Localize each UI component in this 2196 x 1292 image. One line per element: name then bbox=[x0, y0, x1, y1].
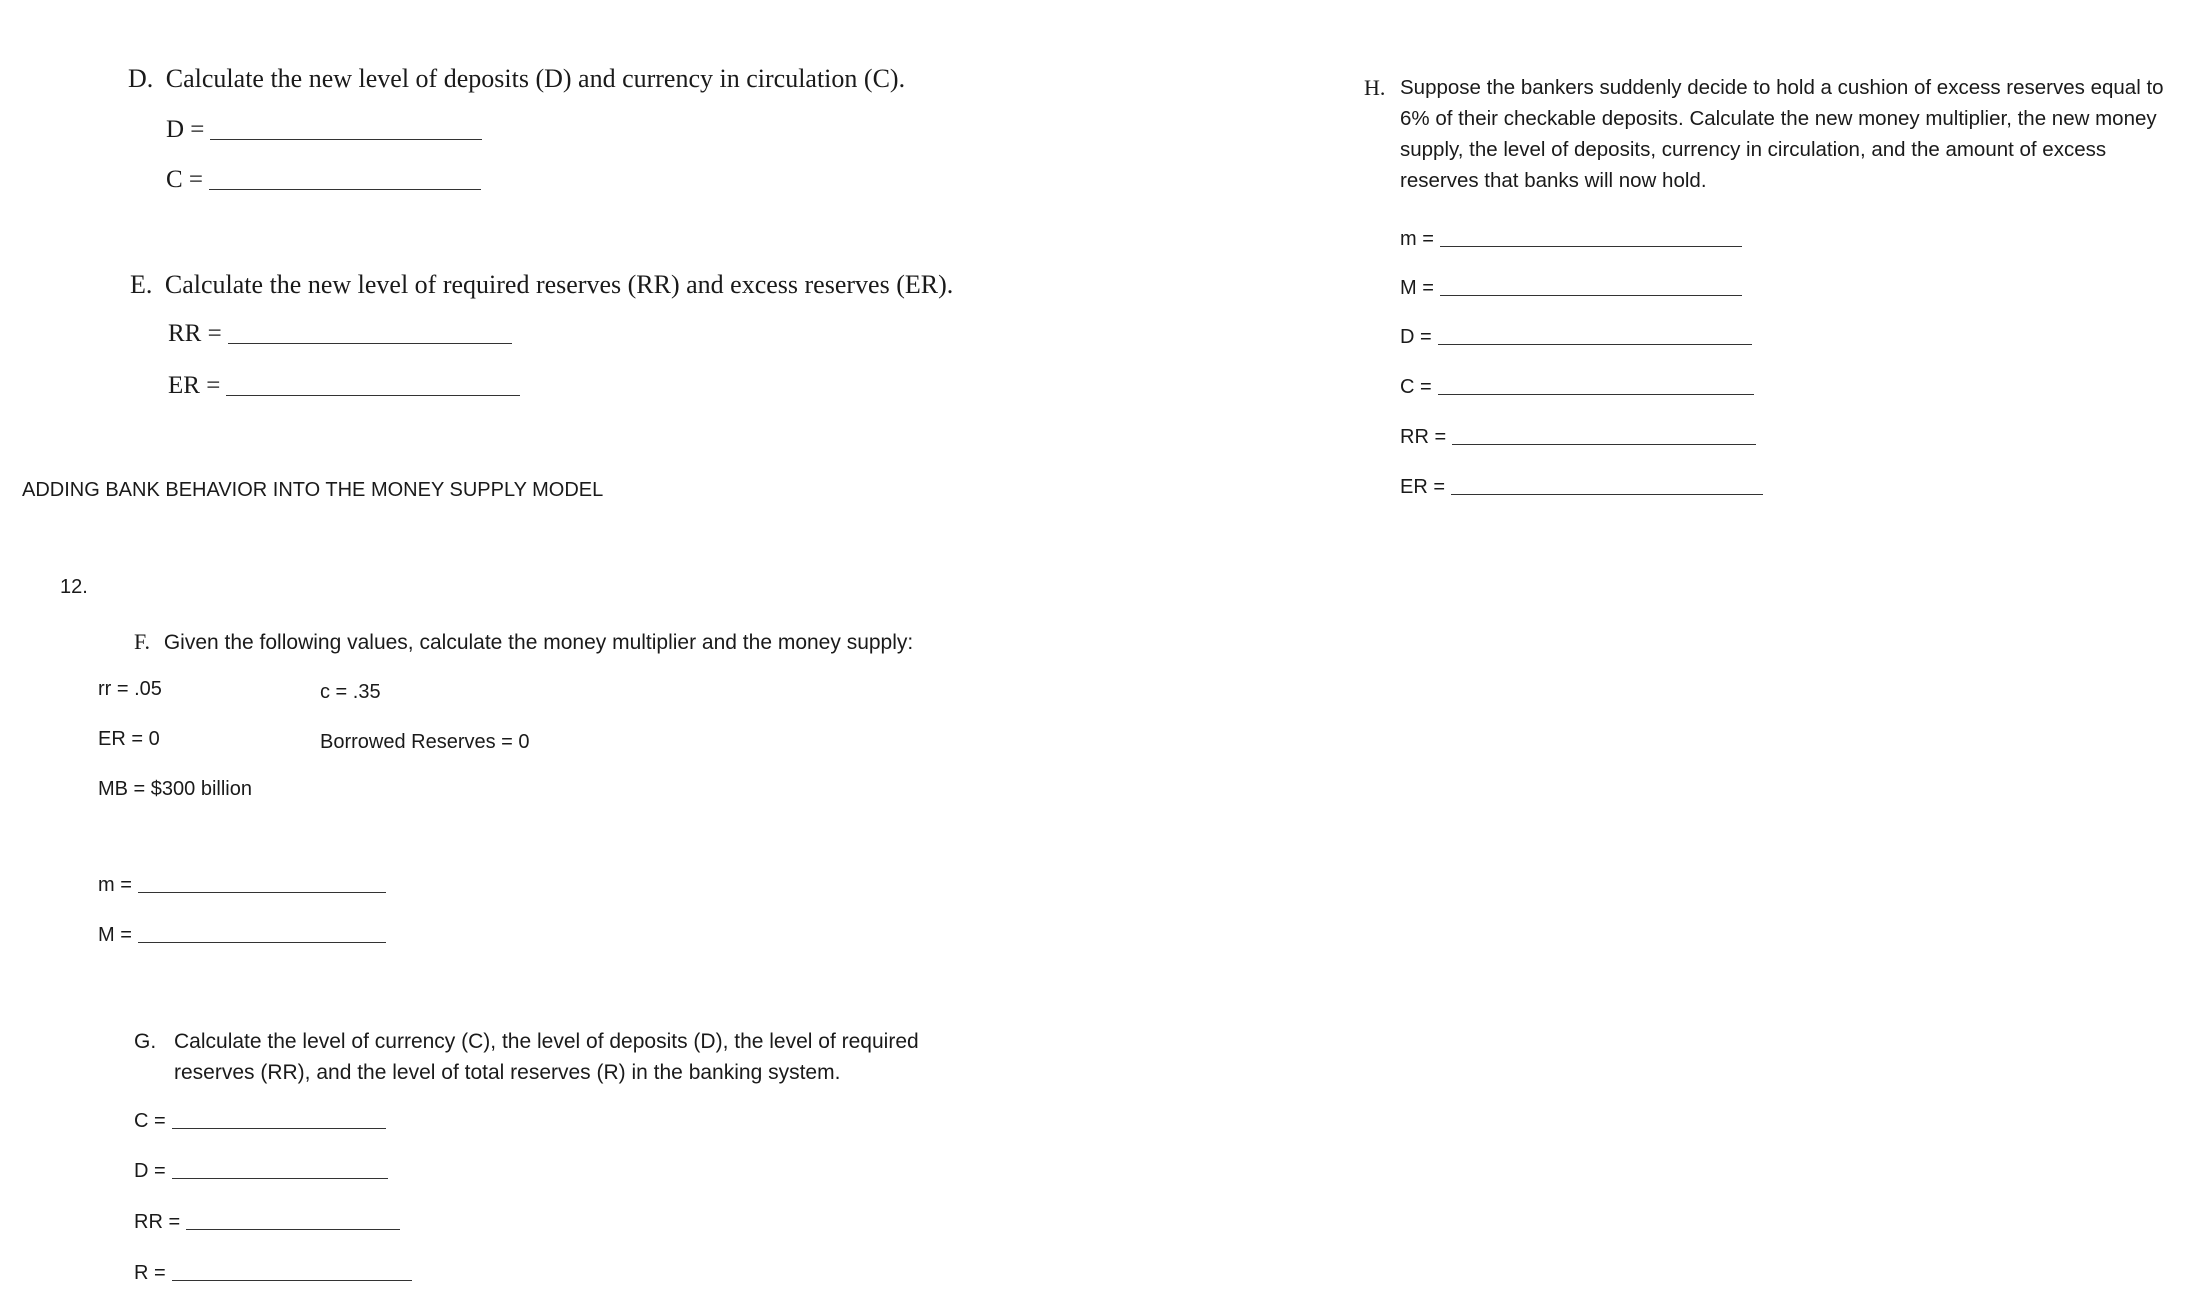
answer-label-h-d: D = bbox=[1400, 326, 1432, 348]
answer-label-h-m: m = bbox=[1400, 228, 1434, 250]
answer-line-h-rr[interactable] bbox=[1452, 444, 1756, 445]
question-number: 12. bbox=[60, 576, 88, 598]
question-d-letter: D. bbox=[128, 64, 154, 93]
question-f-text: Given the following values, calculate the money multiplier and the money supply: bbox=[163, 631, 914, 654]
question-e-text: Calculate the new level of required reserves (RR) and excess reserves (ER). bbox=[164, 270, 954, 299]
question-f-heading bbox=[134, 629, 913, 655]
given-c: c = .35 bbox=[320, 681, 381, 703]
answer-field-h-er[interactable] bbox=[1400, 476, 1763, 499]
given-mb: MB = $300 billion bbox=[98, 778, 252, 800]
question-f-letter: F. bbox=[134, 629, 150, 654]
answer-line-f-m[interactable] bbox=[138, 892, 386, 893]
answer-line-h-bigm[interactable] bbox=[1440, 295, 1742, 296]
answer-line-h-m[interactable] bbox=[1440, 246, 1742, 247]
answer-line-rr[interactable] bbox=[228, 343, 512, 344]
answer-label-g-c: C = bbox=[134, 1110, 166, 1132]
answer-label-d: D = bbox=[166, 116, 205, 143]
answer-field-rr[interactable] bbox=[168, 320, 512, 348]
answer-line-g-d[interactable] bbox=[172, 1178, 388, 1179]
answer-label-er: ER = bbox=[168, 372, 221, 399]
answer-field-er[interactable] bbox=[168, 372, 520, 400]
answer-label-c: C = bbox=[166, 166, 204, 193]
answer-field-h-bigm[interactable] bbox=[1400, 277, 1742, 300]
answer-label-h-rr: RR = bbox=[1400, 426, 1447, 448]
answer-line-h-er[interactable] bbox=[1451, 494, 1763, 495]
answer-field-c[interactable] bbox=[166, 166, 481, 194]
answer-line-h-c[interactable] bbox=[1438, 394, 1754, 395]
answer-line-g-rr[interactable] bbox=[186, 1229, 400, 1230]
answer-label-g-rr: RR = bbox=[134, 1211, 181, 1233]
answer-field-g-d[interactable] bbox=[134, 1160, 388, 1183]
question-d-text: Calculate the new level of deposits (D) and currency in circulation (C). bbox=[165, 64, 906, 93]
question-e-letter: E. bbox=[130, 270, 153, 299]
answer-label-g-r: R = bbox=[134, 1262, 166, 1284]
given-rr: rr = .05 bbox=[98, 678, 162, 700]
answer-label-h-c: C = bbox=[1400, 376, 1432, 398]
answer-field-f-bigm[interactable] bbox=[98, 924, 386, 947]
answer-line-d[interactable] bbox=[210, 139, 482, 140]
answer-line-g-r[interactable] bbox=[172, 1280, 412, 1281]
given-borrowed-reserves: Borrowed Reserves = 0 bbox=[320, 731, 530, 753]
answer-label-h-er: ER = bbox=[1400, 476, 1446, 498]
question-g-heading bbox=[134, 1026, 954, 1088]
answer-label-g-d: D = bbox=[134, 1160, 166, 1182]
answer-field-h-m[interactable] bbox=[1400, 228, 1742, 251]
answer-field-g-rr[interactable] bbox=[134, 1211, 400, 1234]
question-h-text: Suppose the bankers suddenly decide to hold a cushion of excess reserves equal to 6% of their checkable deposits. Calculate the new money multiplier, the new money supply, the level of deposits, currency in circulation, and the amount of excess reserves that banks will now hold. bbox=[1400, 76, 2164, 192]
answer-line-g-c[interactable] bbox=[172, 1128, 386, 1129]
answer-field-h-d[interactable] bbox=[1400, 326, 1752, 349]
answer-line-c[interactable] bbox=[209, 189, 481, 190]
answer-field-g-r[interactable] bbox=[134, 1262, 412, 1285]
answer-label-f-m: m = bbox=[98, 874, 132, 896]
answer-field-f-m[interactable] bbox=[98, 874, 386, 897]
question-g-letter: G. bbox=[134, 1030, 157, 1053]
answer-line-er[interactable] bbox=[226, 395, 520, 396]
answer-field-h-rr[interactable] bbox=[1400, 426, 1756, 449]
question-g-text: Calculate the level of currency (C), the level of deposits (D), the level of required reserves (RR), and the level of total reserves (R) in the banking system. bbox=[174, 1030, 919, 1084]
answer-field-g-c[interactable] bbox=[134, 1110, 386, 1133]
answer-label-f-bigm: M = bbox=[98, 924, 132, 946]
question-e-heading bbox=[130, 270, 953, 300]
answer-label-h-bigm: M = bbox=[1400, 277, 1434, 299]
question-h-letter: H. bbox=[1364, 75, 1386, 100]
answer-field-h-c[interactable] bbox=[1400, 376, 1754, 399]
answer-field-d[interactable] bbox=[166, 116, 482, 144]
answer-line-h-d[interactable] bbox=[1438, 344, 1752, 345]
answer-line-f-bigm[interactable] bbox=[138, 942, 386, 943]
question-h-heading bbox=[1364, 72, 2180, 196]
question-d-heading bbox=[128, 64, 905, 94]
section-heading: ADDING BANK BEHAVIOR INTO THE MONEY SUPPLY MODEL bbox=[22, 479, 604, 501]
given-er: ER = 0 bbox=[98, 728, 160, 750]
answer-label-rr: RR = bbox=[168, 320, 222, 347]
